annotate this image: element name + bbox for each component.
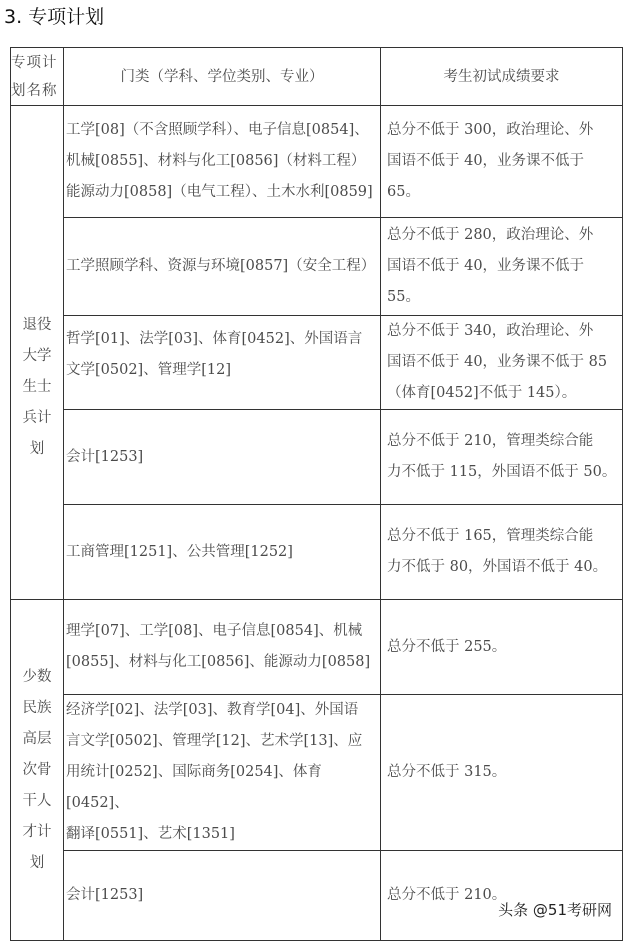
table-row — [11, 106, 623, 218]
requirement-cell: 总分不低于 165，管理类综合能 力不低于 80，外国语不低于 40。 — [381, 505, 623, 600]
special-plan-table — [10, 47, 623, 941]
requirement-cell: 总分不低于 280，政治理论、外 国语不低于 40，业务课不低于 55。 — [381, 218, 623, 316]
requirement-cell: 总分不低于 210。 — [381, 851, 623, 941]
category-cell: 会计[1253] — [64, 410, 381, 505]
header-category: 门类（学科、学位类别、专业） — [64, 48, 381, 106]
requirement-cell: 总分不低于 300，政治理论、外 国语不低于 40，业务课不低于 65。 — [381, 106, 623, 218]
table-row — [11, 600, 623, 695]
table-row — [11, 410, 623, 505]
requirement-cell: 总分不低于 315。 — [381, 695, 623, 851]
table-row — [11, 695, 623, 851]
table-row — [11, 851, 623, 941]
plan-name-veterans: 退役 大学 生士 兵计 划 — [11, 106, 64, 600]
header-plan-name: 专项计 划名称 — [11, 48, 64, 106]
watermark: 头条 @51考研网 — [498, 901, 612, 919]
table-header-row — [11, 48, 623, 106]
requirement-cell: 总分不低于 340，政治理论、外 国语不低于 40，业务课不低于 85 （体育[0452]不低于 145）。 — [381, 316, 623, 410]
category-cell: 经济学[02]、法学[03]、教育学[04]、外国语 言文学[0502]、管理学[12]、艺术学[13]、应 用统计[0252]、国际商务[0254]、体育[0452]、 翻译[0551]、艺术[1351] — [64, 695, 381, 851]
category-cell: 会计[1253] — [64, 851, 381, 941]
category-cell: 工学[08]（不含照顾学科）、电子信息[0854]、 机械[0855]、材料与化工[0856]（材料工程） 能源动力[0858]（电气工程）、土木水利[0859] — [64, 106, 381, 218]
plan-name-ethnic-minority: 少数 民族 高层 次骨 干人 才计 划 — [11, 600, 64, 941]
category-cell: 哲学[01]、法学[03]、体育[0452]、外国语言 文学[0502]、管理学[12] — [64, 316, 381, 410]
header-requirement: 考生初试成绩要求 — [381, 48, 623, 106]
category-cell: 工学照顾学科、资源与环境[0857]（安全工程） — [64, 218, 381, 316]
table-row — [11, 505, 623, 600]
category-cell: 理学[07]、工学[08]、电子信息[0854]、机械 [0855]、材料与化工[0856]、能源动力[0858] — [64, 600, 381, 695]
table-row — [11, 316, 623, 410]
table-row — [11, 218, 623, 316]
requirement-cell: 总分不低于 210，管理类综合能 力不低于 115，外国语不低于 50。 — [381, 410, 623, 505]
category-cell: 工商管理[1251]、公共管理[1252] — [64, 505, 381, 600]
requirement-cell: 总分不低于 255。 — [381, 600, 623, 695]
section-title: 3. 专项计划 — [4, 6, 105, 28]
